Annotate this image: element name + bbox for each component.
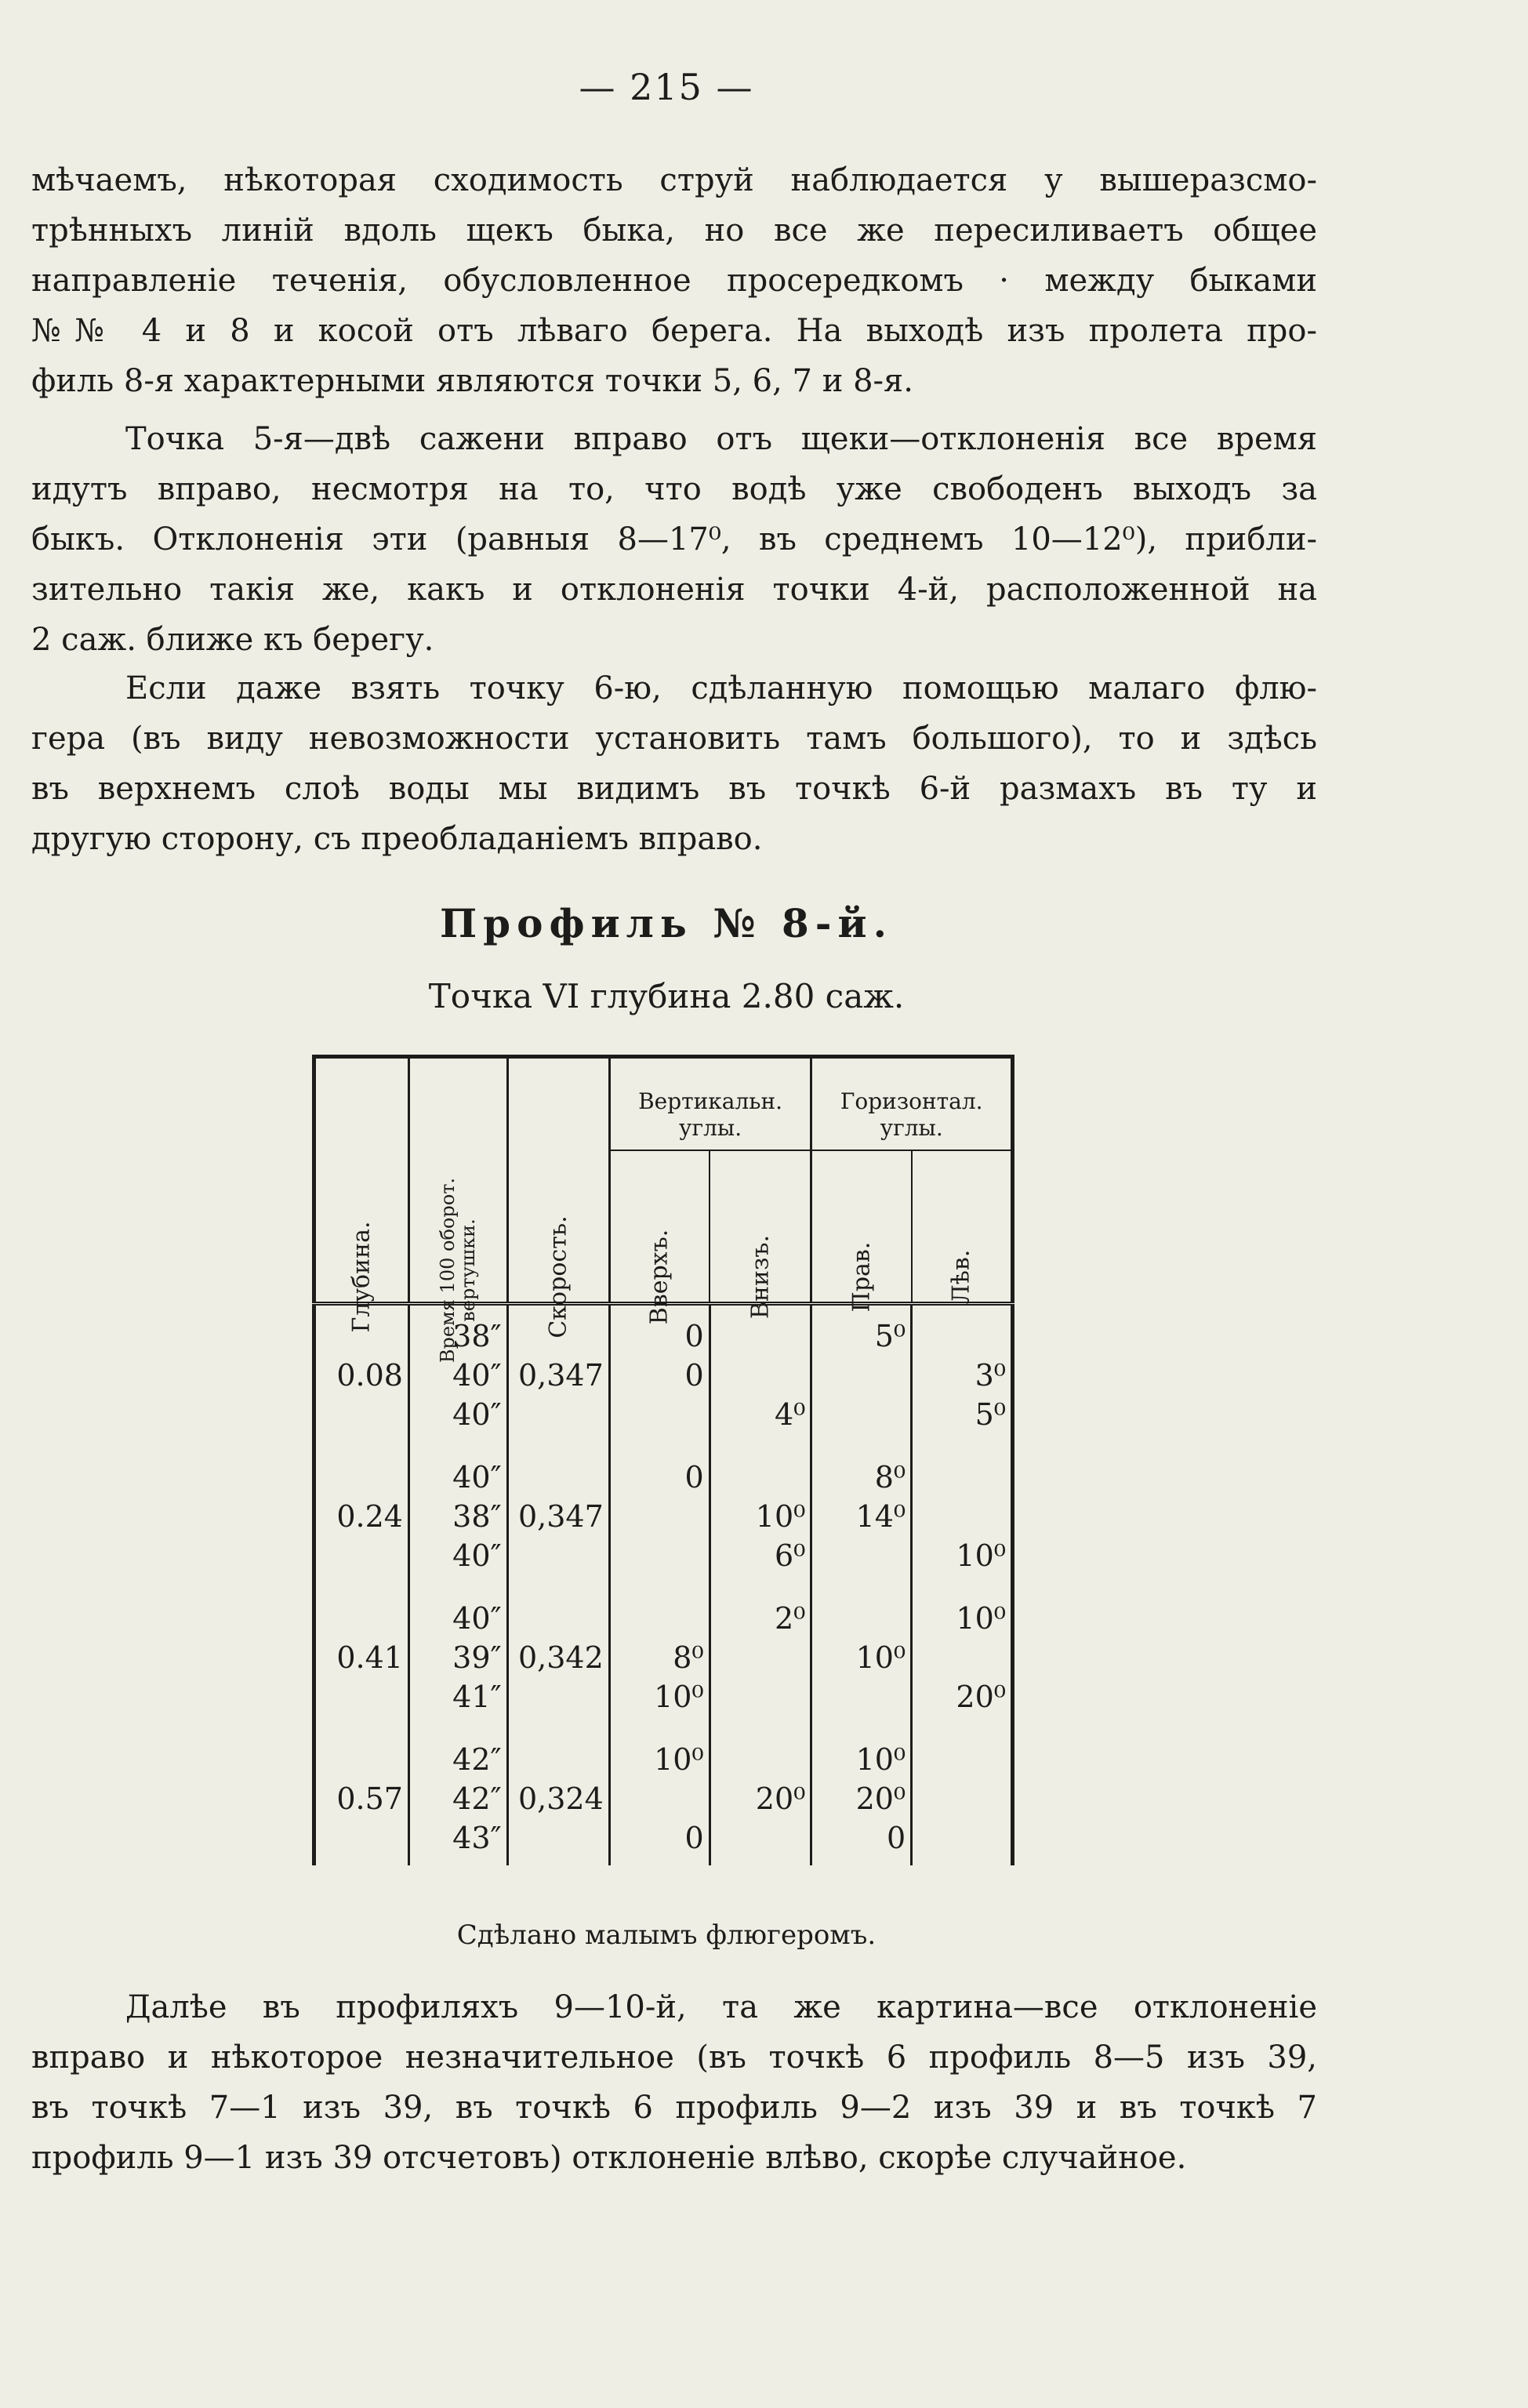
- right-cell-value: 14⁰: [855, 1499, 906, 1534]
- down-cell-value: [716, 1677, 806, 1716]
- down-cell-value: [716, 1638, 806, 1677]
- right-cell-value: [817, 1356, 906, 1395]
- time-cell-value: 40″: [452, 1460, 502, 1495]
- paragraph-1: [31, 155, 1317, 406]
- paragraph-2: [31, 414, 1317, 665]
- down-cell-value: 6⁰: [774, 1538, 806, 1573]
- table-body: [314, 1304, 1013, 1866]
- left-cell-value: 20⁰: [956, 1680, 1006, 1714]
- left-cell-value: [917, 1497, 1006, 1536]
- time-cell-value: 39″: [452, 1640, 502, 1675]
- header-depth-label: Глубина.: [347, 1221, 376, 1333]
- header-depth: [314, 1057, 409, 1333]
- measurement-table: [312, 1055, 1014, 1865]
- table-note: Сдѣлано малымъ флюгеромъ.: [456, 1919, 877, 1951]
- text-line: Точка 5-я—двѣ сажени вправо отъ щеки—отклоненія все время: [125, 421, 1317, 457]
- right-cell-value: 0: [886, 1821, 906, 1855]
- time-cell-value: 40″: [452, 1397, 502, 1432]
- header-vertical-angles: Вертикальн. углы.: [609, 1057, 811, 1151]
- header-up: [609, 1150, 710, 1325]
- right-cell-value: [817, 1599, 906, 1638]
- time-cell-value: 40″: [452, 1538, 502, 1573]
- depth-cell: [314, 1445, 409, 1586]
- up-cell: [609, 1304, 710, 1446]
- down-cell: [710, 1304, 811, 1446]
- table-row: [314, 1727, 1013, 1865]
- speed-cell-value: 0,342: [517, 1640, 604, 1675]
- down-cell: [710, 1586, 811, 1727]
- right-cell-value: [817, 1536, 906, 1575]
- up-cell-value: 0: [684, 1358, 704, 1393]
- text-line: въ верхнемъ слоѣ воды мы видимъ въ точкѣ 6-й размахъ въ ту и: [31, 771, 1317, 807]
- left-cell-value: [917, 1779, 1006, 1818]
- time-cell-value: 42″: [452, 1781, 502, 1816]
- up-cell-value: [615, 1536, 704, 1575]
- depth-cell-value: 0.24: [336, 1499, 403, 1534]
- up-cell-value: [615, 1599, 704, 1638]
- up-cell-value: 0: [684, 1319, 704, 1353]
- down-cell-value: [716, 1818, 806, 1858]
- text-line: филь 8-я характерными являются точки 5, 6, 7 и 8-я.: [31, 363, 913, 399]
- header-left: [912, 1150, 1013, 1304]
- down-cell: [710, 1727, 811, 1865]
- speed-cell-value: 0,347: [517, 1358, 604, 1393]
- text-line: 2 саж. ближе къ берегу.: [31, 622, 434, 658]
- right-cell-value: [817, 1677, 906, 1716]
- down-cell-value: 20⁰: [755, 1781, 806, 1816]
- text-line: зительно такія же, какъ и отклоненія точки 4-й, расположенной на: [31, 572, 1317, 608]
- header-time-label: Время 100 оборот. вертушки.: [437, 1177, 480, 1364]
- depth-cell-value: 0.41: [336, 1640, 403, 1675]
- depth-cell: [314, 1586, 409, 1727]
- text-line: идутъ вправо, несмотря на то, что водѣ уже свободенъ выходъ за: [31, 471, 1317, 507]
- left-cell-value: 5⁰: [975, 1397, 1006, 1432]
- right-cell-value: 10⁰: [855, 1742, 906, 1777]
- text-line: профиль 9—1 изъ 39 отсчетовъ) отклоненіе влѣво, скорѣе случайное.: [31, 2140, 1187, 2176]
- time-cell: [408, 1727, 507, 1865]
- depth-cell: [314, 1727, 409, 1865]
- time-cell-value: 40″: [452, 1358, 502, 1393]
- left-cell-value: [917, 1740, 1006, 1779]
- down-cell-value: [716, 1740, 806, 1779]
- depth-cell-value: 0.08: [336, 1358, 403, 1393]
- text-line: быкъ. Отклоненія эти (равныя 8—17⁰, въ среднемъ 10—12⁰), прибли-: [31, 521, 1317, 558]
- up-cell-value: 8⁰: [673, 1640, 704, 1675]
- left-cell-value: [917, 1317, 1006, 1356]
- paragraph-3: [31, 663, 1317, 864]
- right-cell-value: 10⁰: [855, 1640, 906, 1675]
- header-right-label: Прав.: [847, 1241, 876, 1313]
- text-line: направленіе теченія, обусловленное просередкомъ · между быками: [31, 263, 1317, 299]
- left-cell-value: 10⁰: [956, 1538, 1006, 1573]
- header-left-label: Лѣв.: [947, 1249, 975, 1305]
- header-down-label: Внизъ.: [746, 1234, 775, 1320]
- text-line: Если даже взять точку 6-ю, сдѣланную помощью малаго флю-: [125, 670, 1317, 706]
- time-cell-value: 38″: [452, 1319, 502, 1353]
- text-line: Далѣе въ профиляхъ 9—10-й, та же картина—все отклоненіе: [125, 1989, 1317, 2025]
- left-cell-value: 10⁰: [956, 1601, 1006, 1636]
- speed-cell: [507, 1727, 609, 1865]
- left-cell: [912, 1727, 1013, 1865]
- text-line: другую сторону, съ преобладаніемъ вправо.: [31, 821, 763, 857]
- header-down: [710, 1150, 811, 1320]
- time-cell-value: 42″: [452, 1742, 502, 1777]
- up-cell-value: 10⁰: [654, 1680, 704, 1714]
- right-cell-value: 8⁰: [874, 1460, 906, 1495]
- left-cell: [912, 1304, 1013, 1446]
- paragraph-4: [31, 1982, 1317, 2183]
- text-line: въ точкѣ 7—1 изъ 39, въ точкѣ 6 профиль 9—2 изъ 39 и въ точкѣ 7: [31, 2090, 1317, 2126]
- left-cell: [912, 1445, 1013, 1586]
- right-cell: [811, 1445, 912, 1586]
- up-cell: [609, 1727, 710, 1865]
- time-cell-value: 41″: [452, 1680, 502, 1714]
- text-line: трѣнныхъ линій вдоль щекъ быка, но все же пересиливаетъ общее: [31, 212, 1317, 249]
- right-cell-value: 5⁰: [874, 1319, 906, 1353]
- time-cell-value: 43″: [452, 1821, 502, 1855]
- left-cell-value: 3⁰: [975, 1358, 1006, 1393]
- page-number: — 215 —: [579, 66, 754, 108]
- time-cell-value: 40″: [452, 1601, 502, 1636]
- right-cell-value: 20⁰: [855, 1781, 906, 1816]
- section-subtitle: Точка VI глубина 2.80 саж.: [428, 977, 905, 1015]
- table-row: [314, 1586, 1013, 1727]
- down-cell-value: [716, 1458, 806, 1497]
- text-line: №№ 4 и 8 и косой отъ лѣваго берега. На выходѣ изъ пролета про-: [31, 313, 1317, 349]
- header-right: [811, 1150, 912, 1313]
- right-cell-value: [817, 1395, 906, 1434]
- header-horizontal-angles: Горизонтал. углы.: [811, 1057, 1013, 1151]
- up-cell-value: 0: [684, 1460, 704, 1495]
- section-title: Профиль № 8-й.: [439, 900, 894, 946]
- up-cell-value: 0: [684, 1821, 704, 1855]
- down-cell-value: 10⁰: [755, 1499, 806, 1534]
- speed-cell: [507, 1445, 609, 1586]
- up-cell-value: 10⁰: [654, 1742, 704, 1777]
- right-cell: [811, 1586, 912, 1727]
- right-cell: [811, 1304, 912, 1446]
- text-line: гера (въ виду невозможности установить тамъ большого), то и здѣсь: [31, 721, 1317, 757]
- speed-cell: [507, 1586, 609, 1727]
- table-row: [314, 1304, 1013, 1446]
- up-cell: [609, 1445, 710, 1586]
- time-cell: [408, 1586, 507, 1727]
- down-cell: [710, 1445, 811, 1586]
- up-cell: [609, 1586, 710, 1727]
- header-speed-label: Скорость.: [544, 1215, 572, 1338]
- speed-cell-value: 0,347: [517, 1499, 604, 1534]
- left-cell-value: [917, 1638, 1006, 1677]
- header-up-label: Вверхъ.: [645, 1229, 673, 1325]
- left-cell: [912, 1586, 1013, 1727]
- left-cell-value: [917, 1458, 1006, 1497]
- right-cell: [811, 1727, 912, 1865]
- down-cell-value: 2⁰: [774, 1601, 806, 1636]
- up-cell-value: [615, 1395, 704, 1434]
- depth-cell-value: 0.57: [336, 1781, 403, 1816]
- text-line: мѣчаемъ, нѣкоторая сходимость струй наблюдается у вышеразсмо-: [31, 162, 1317, 198]
- time-cell: [408, 1445, 507, 1586]
- header-speed: [507, 1057, 609, 1338]
- up-cell-value: [615, 1779, 704, 1818]
- time-cell-value: 38″: [452, 1499, 502, 1534]
- speed-cell-value: 0,324: [517, 1781, 604, 1816]
- down-cell-value: 4⁰: [774, 1397, 806, 1432]
- text-line: вправо и нѣкоторое незначительное (въ точкѣ 6 профиль 8—5 изъ 39,: [31, 2039, 1317, 2076]
- table-row: [314, 1445, 1013, 1586]
- left-cell-value: [917, 1818, 1006, 1858]
- down-cell-value: [716, 1356, 806, 1395]
- up-cell-value: [615, 1497, 704, 1536]
- down-cell-value: [716, 1317, 806, 1356]
